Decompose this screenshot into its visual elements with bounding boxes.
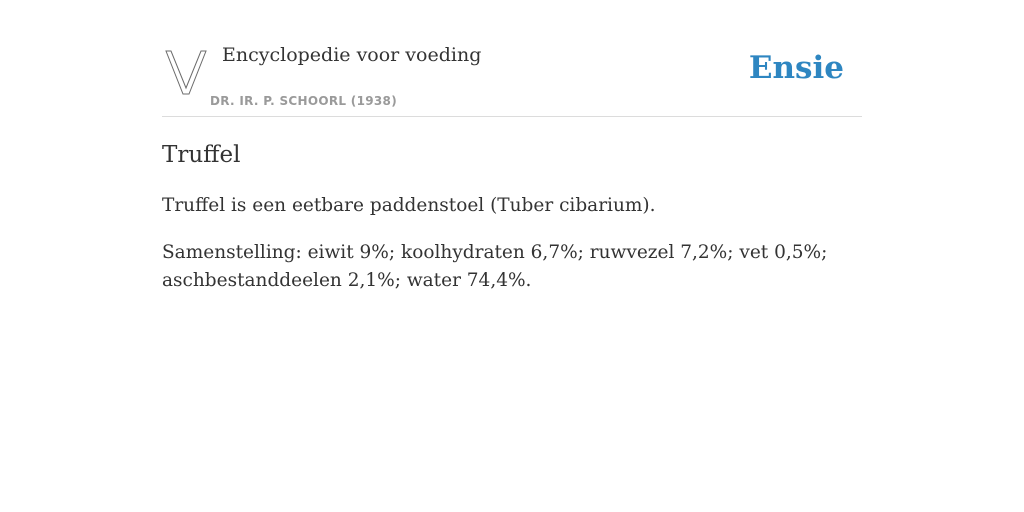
v-logo-icon [165, 48, 207, 96]
entry-paragraph: Samenstelling: eiwit 9%; koolhydraten 6,7%; ruwvezel 7,2%; vet 0,5%; aschbestanddeelen 2,1%; water 74,4%. [162, 242, 828, 291]
ensie-brand-link[interactable]: Ensie [748, 50, 844, 86]
entry-paragraph: Truffel is een eetbare paddenstoel (Tuber cibarium). [162, 195, 656, 216]
book-header [162, 0, 862, 117]
book-title: Encyclopedie voor voeding [222, 44, 482, 66]
entry-title: Truffel [162, 142, 241, 168]
book-author: DR. IR. P. SCHOORL (1938) [210, 94, 397, 108]
entry-content [162, 140, 862, 295]
